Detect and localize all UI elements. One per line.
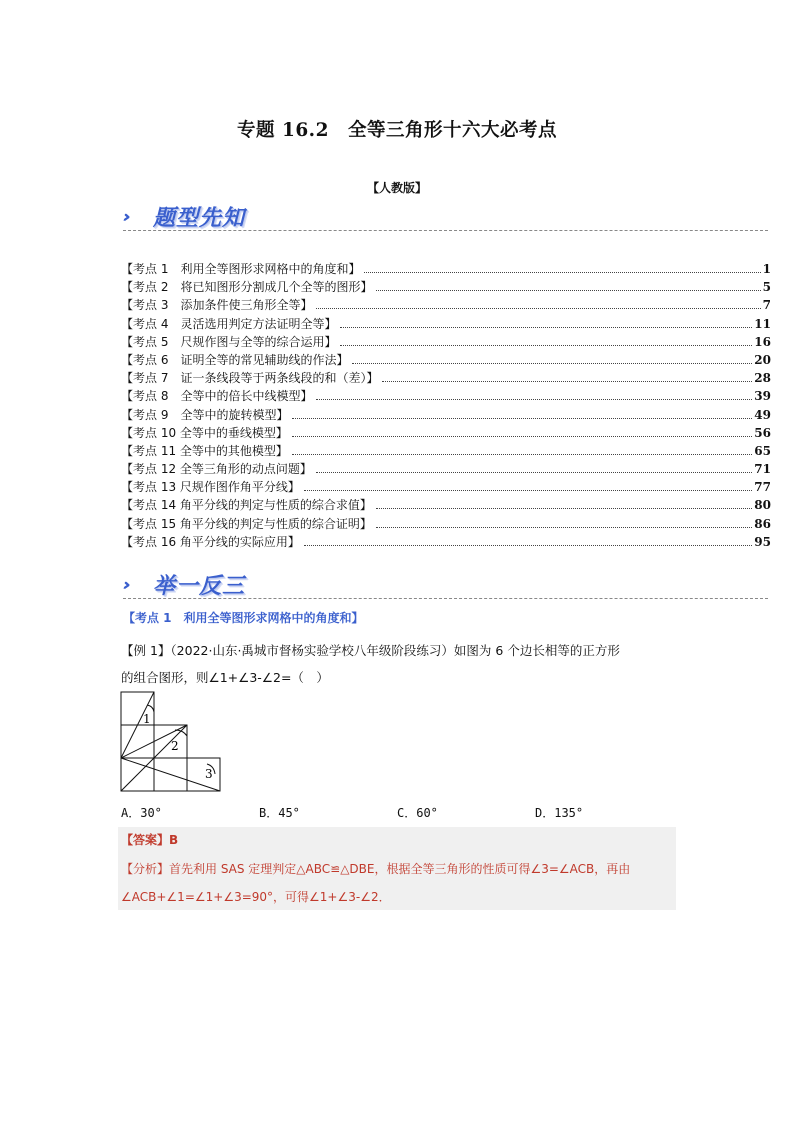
- toc-entry-page: 11: [754, 316, 771, 331]
- toc-entry-label: 【考点 13 尺规作图作角平分线】: [121, 480, 300, 495]
- toc-entry[interactable]: [121, 442, 771, 460]
- edition-label: 【人教版】: [366, 181, 427, 195]
- toc-entry-page: 28: [754, 371, 771, 386]
- toc-leader-dots: [316, 307, 760, 309]
- angle-label-2: 2: [171, 739, 179, 753]
- question-line-1: 【例 1】（2022·山东·禹城市督杨实验学校八年级阶段练习）如图为 6 个边长相等的正方形: [121, 643, 620, 658]
- toc-entry-label: 【考点 9 全等中的旋转模型】: [121, 407, 289, 422]
- toc-leader-dots: [304, 489, 752, 491]
- toc-entry-label: 【考点 2 将已知图形分割成几个全等的图形】: [121, 280, 373, 295]
- practice-banner-title: 举一反三: [153, 574, 246, 599]
- overview-banner-title: 题型先知: [153, 206, 246, 231]
- arrows-icon: ›››: [123, 207, 125, 226]
- toc-entry[interactable]: [121, 315, 771, 333]
- toc-leader-dots: [292, 435, 752, 437]
- toc-entry-page: 65: [754, 443, 771, 458]
- banner-divider: [123, 598, 768, 599]
- toc-entry-page: 95: [754, 534, 771, 549]
- toc-entry-page: 86: [754, 516, 771, 531]
- toc-leader-dots: [352, 362, 752, 364]
- table-of-contents: [121, 260, 771, 551]
- toc-entry-page: 80: [754, 498, 771, 513]
- toc-entry[interactable]: [121, 369, 771, 387]
- toc-leader-dots: [316, 398, 752, 400]
- toc-leader-dots: [316, 471, 752, 473]
- toc-entry-page: 1: [762, 262, 771, 276]
- toc-entry[interactable]: [121, 533, 771, 551]
- toc-entry[interactable]: [121, 387, 771, 405]
- toc-entry-page: 16: [754, 334, 771, 349]
- question-line-2: 的组合图形，则∠1+∠3-∠2=（ ）: [121, 670, 329, 685]
- toc-entry-label: 【考点 11 全等中的其他模型】: [121, 443, 288, 458]
- banner-divider: [123, 230, 768, 231]
- toc-entry-label: 【考点 7 证一条线段等于两条线段的和（差）】: [121, 371, 379, 386]
- toc-entry-page: 71: [754, 462, 771, 477]
- toc-entry[interactable]: [121, 351, 771, 369]
- toc-entry-label: 【考点 3 添加条件使三角形全等】: [121, 298, 313, 313]
- toc-leader-dots: [340, 326, 752, 328]
- arrows-icon: ›››: [123, 575, 125, 594]
- angle-arc-1: [147, 705, 154, 712]
- angle-label-1: 1: [143, 712, 151, 726]
- choice-d: D．135°: [535, 806, 584, 820]
- toc-entry-label: 【考点 4 灵活选用判定方法证明全等】: [121, 316, 337, 331]
- toc-entry[interactable]: [121, 478, 771, 496]
- toc-entry[interactable]: [121, 460, 771, 478]
- toc-entry-label: 【考点 12 全等三角形的动点问题】: [121, 462, 312, 477]
- toc-entry[interactable]: [121, 424, 771, 442]
- overview-banner: [123, 201, 768, 231]
- toc-entry[interactable]: [121, 496, 771, 514]
- square: [187, 758, 220, 791]
- practice-banner: [123, 569, 768, 599]
- page-title: 专题 16.2 全等三角形十六大必考点: [237, 120, 557, 141]
- choice-b: B．45°: [259, 806, 300, 820]
- answer-choices: [121, 804, 681, 820]
- choice-a: A．30°: [121, 806, 162, 820]
- toc-leader-dots: [376, 526, 752, 528]
- toc-entry[interactable]: [121, 406, 771, 424]
- toc-entry-label: 【考点 1 利用全等图形求网格中的角度和】: [121, 262, 361, 276]
- angle-label-3: 3: [205, 767, 213, 781]
- toc-entry-label: 【考点 8 全等中的倍长中线模型】: [121, 389, 313, 404]
- toc-entry-label: 【考点 15 角平分线的判定与性质的综合证明】: [121, 516, 372, 531]
- toc-entry[interactable]: [121, 333, 771, 351]
- toc-leader-dots: [376, 507, 752, 509]
- toc-entry[interactable]: [121, 278, 771, 296]
- toc-leader-dots: [364, 271, 760, 273]
- toc-entry[interactable]: [121, 296, 771, 314]
- toc-leader-dots: [292, 417, 752, 419]
- toc-leader-dots: [376, 289, 760, 291]
- toc-leader-dots: [292, 453, 752, 455]
- answer-text: 【答案】B: [121, 833, 179, 847]
- toc-entry-label: 【考点 14 角平分线的判定与性质的综合求值】: [121, 498, 372, 513]
- toc-entry-page: 49: [754, 407, 771, 422]
- toc-leader-dots: [340, 344, 752, 346]
- toc-entry-label: 【考点 5 尺规作图与全等的综合运用】: [121, 334, 337, 349]
- choice-c: C．60°: [397, 806, 438, 820]
- toc-leader-dots: [304, 544, 752, 546]
- toc-entry-label: 【考点 16 角平分线的实际应用】: [121, 534, 300, 549]
- section-heading: 【考点 1 利用全等图形求网格中的角度和】: [123, 611, 364, 625]
- toc-entry-label: 【考点 10 全等中的垂线模型】: [121, 425, 288, 440]
- analysis-text: 【分析】首先利用 SAS 定理判定△ABC≌△DBE，根据全等三角形的性质可得∠3=∠ACB，再由∠ACB+∠1=∠1+∠3=90°，可得∠1+∠3-∠2．: [121, 862, 631, 904]
- toc-leader-dots: [382, 380, 752, 382]
- toc-entry-page: 20: [754, 352, 771, 367]
- toc-entry-page: 39: [754, 389, 771, 404]
- toc-entry-page: 7: [762, 298, 771, 313]
- toc-entry-page: 77: [754, 480, 771, 495]
- toc-entry-page: 56: [754, 425, 771, 440]
- toc-entry[interactable]: [121, 515, 771, 533]
- square: [121, 725, 154, 758]
- answer-box: [118, 827, 676, 910]
- toc-entry-label: 【考点 6 证明全等的常见辅助线的作法】: [121, 352, 349, 367]
- question-text: [121, 637, 681, 691]
- toc-entry-page: 5: [762, 280, 771, 295]
- squares-figure: [119, 690, 223, 794]
- toc-entry[interactable]: [121, 260, 771, 278]
